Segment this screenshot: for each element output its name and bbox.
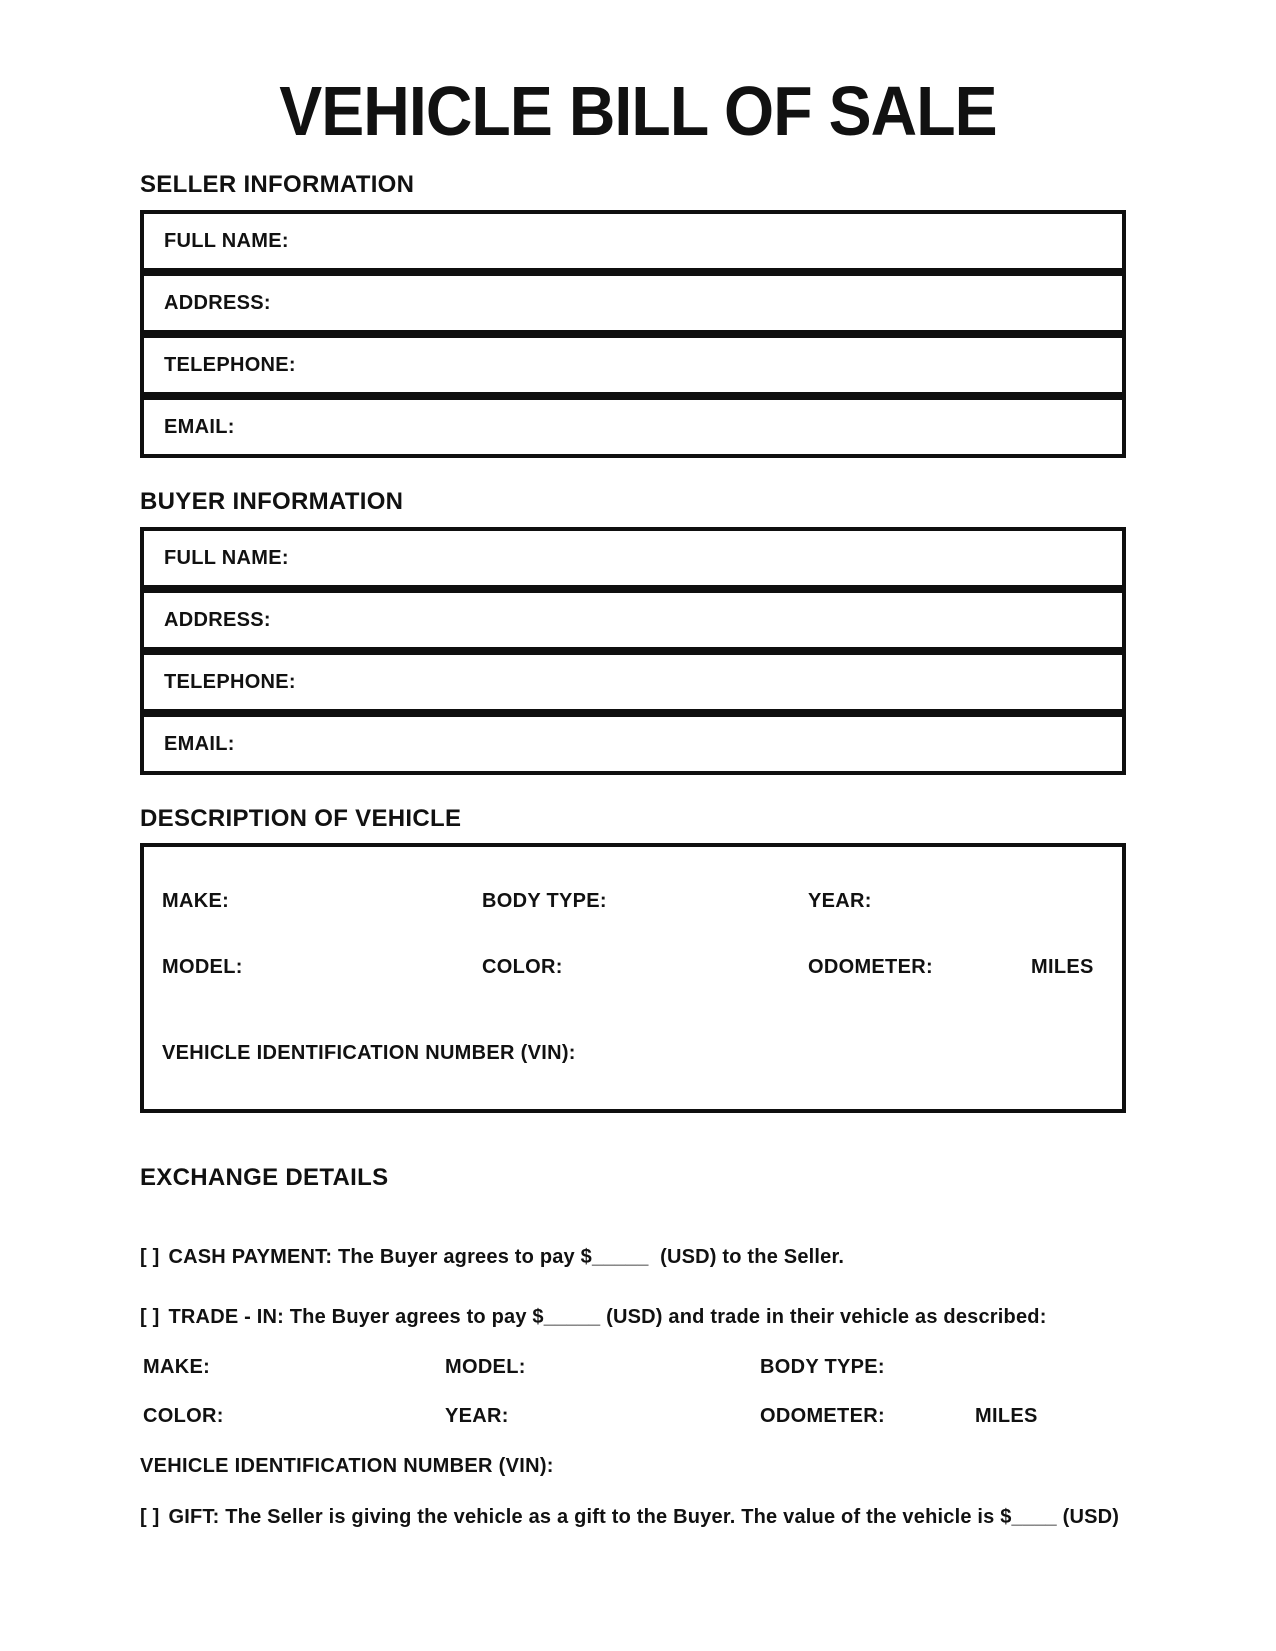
seller-telephone-field[interactable] bbox=[140, 334, 1126, 396]
trade-odometer-label: ODOMETER: bbox=[760, 1405, 885, 1427]
exchange-section-heading: EXCHANGE DETAILS bbox=[140, 1164, 389, 1191]
vehicle-make-label: MAKE: bbox=[162, 890, 230, 912]
trade-make-label: MAKE: bbox=[143, 1356, 211, 1378]
trade-in-vin-row[interactable] bbox=[140, 1454, 1126, 1478]
vehicle-model-label: MODEL: bbox=[162, 956, 243, 978]
cash-payment-option bbox=[140, 1245, 1126, 1269]
seller-full-name-label: FULL NAME: bbox=[164, 230, 289, 252]
vehicle-color-label: COLOR: bbox=[482, 956, 563, 978]
cash-payment-checkbox[interactable]: [ ] bbox=[140, 1246, 160, 1268]
trade-year-label: YEAR: bbox=[445, 1405, 509, 1427]
trade-miles-label: MILES bbox=[975, 1405, 1038, 1427]
trade-in-checkbox[interactable]: [ ] bbox=[140, 1306, 160, 1328]
seller-telephone-label: TELEPHONE: bbox=[164, 354, 296, 376]
buyer-email-label: EMAIL: bbox=[164, 733, 235, 755]
cash-payment-text: CASH PAYMENT: The Buyer agrees to pay $_____ (USD) to the Seller. bbox=[168, 1246, 845, 1268]
buyer-full-name-field[interactable] bbox=[140, 527, 1126, 589]
trade-in-option bbox=[140, 1305, 1126, 1329]
vehicle-description-box[interactable] bbox=[140, 843, 1126, 1113]
vehicle-year-label: YEAR: bbox=[808, 890, 872, 912]
seller-full-name-field[interactable] bbox=[140, 210, 1126, 272]
vehicle-vin-label: VEHICLE IDENTIFICATION NUMBER (VIN): bbox=[162, 1042, 576, 1064]
vehicle-row-1[interactable] bbox=[162, 847, 1096, 913]
vehicle-body-type-label: BODY TYPE: bbox=[482, 890, 607, 912]
seller-address-field[interactable] bbox=[140, 272, 1126, 334]
document-content bbox=[140, 172, 1126, 1529]
gift-option bbox=[140, 1505, 1126, 1529]
seller-email-label: EMAIL: bbox=[164, 416, 235, 438]
gift-checkbox[interactable]: [ ] bbox=[140, 1506, 160, 1528]
page-title-text: VEHICLE BILL OF SALE bbox=[279, 72, 997, 150]
vehicle-odometer-label: ODOMETER: bbox=[808, 956, 933, 978]
trade-in-text: TRADE - IN: The Buyer agrees to pay $_____ (USD) and trade in their vehicle as described: bbox=[168, 1306, 1047, 1328]
buyer-telephone-label: TELEPHONE: bbox=[164, 671, 296, 693]
trade-in-vehicle-row-1[interactable] bbox=[140, 1355, 1126, 1379]
vehicle-miles-label: MILES bbox=[1031, 956, 1094, 978]
trade-in-vehicle-row-2[interactable] bbox=[140, 1404, 1126, 1428]
trade-model-label: MODEL: bbox=[445, 1356, 526, 1378]
buyer-address-field[interactable] bbox=[140, 589, 1126, 651]
buyer-email-field[interactable] bbox=[140, 713, 1126, 775]
buyer-address-label: ADDRESS: bbox=[164, 609, 271, 631]
trade-color-label: COLOR: bbox=[143, 1405, 224, 1427]
buyer-section-heading: BUYER INFORMATION bbox=[140, 488, 404, 515]
vehicle-vin-row[interactable] bbox=[162, 1041, 1096, 1065]
seller-email-field[interactable] bbox=[140, 396, 1126, 458]
vehicle-section-heading: DESCRIPTION OF VEHICLE bbox=[140, 805, 462, 832]
buyer-info-box bbox=[140, 527, 1126, 775]
buyer-telephone-field[interactable] bbox=[140, 651, 1126, 713]
gift-text: GIFT: The Seller is giving the vehicle as a gift to the Buyer. The value of the vehicle is $____ (USD) bbox=[168, 1506, 1120, 1528]
seller-section-heading: SELLER INFORMATION bbox=[140, 171, 415, 198]
seller-info-box bbox=[140, 210, 1126, 458]
trade-body-type-label: BODY TYPE: bbox=[760, 1356, 885, 1378]
buyer-full-name-label: FULL NAME: bbox=[164, 547, 289, 569]
vehicle-row-2[interactable] bbox=[162, 955, 1096, 979]
page-title bbox=[0, 0, 1276, 150]
seller-address-label: ADDRESS: bbox=[164, 292, 271, 314]
trade-vin-label: VEHICLE IDENTIFICATION NUMBER (VIN): bbox=[140, 1455, 554, 1477]
